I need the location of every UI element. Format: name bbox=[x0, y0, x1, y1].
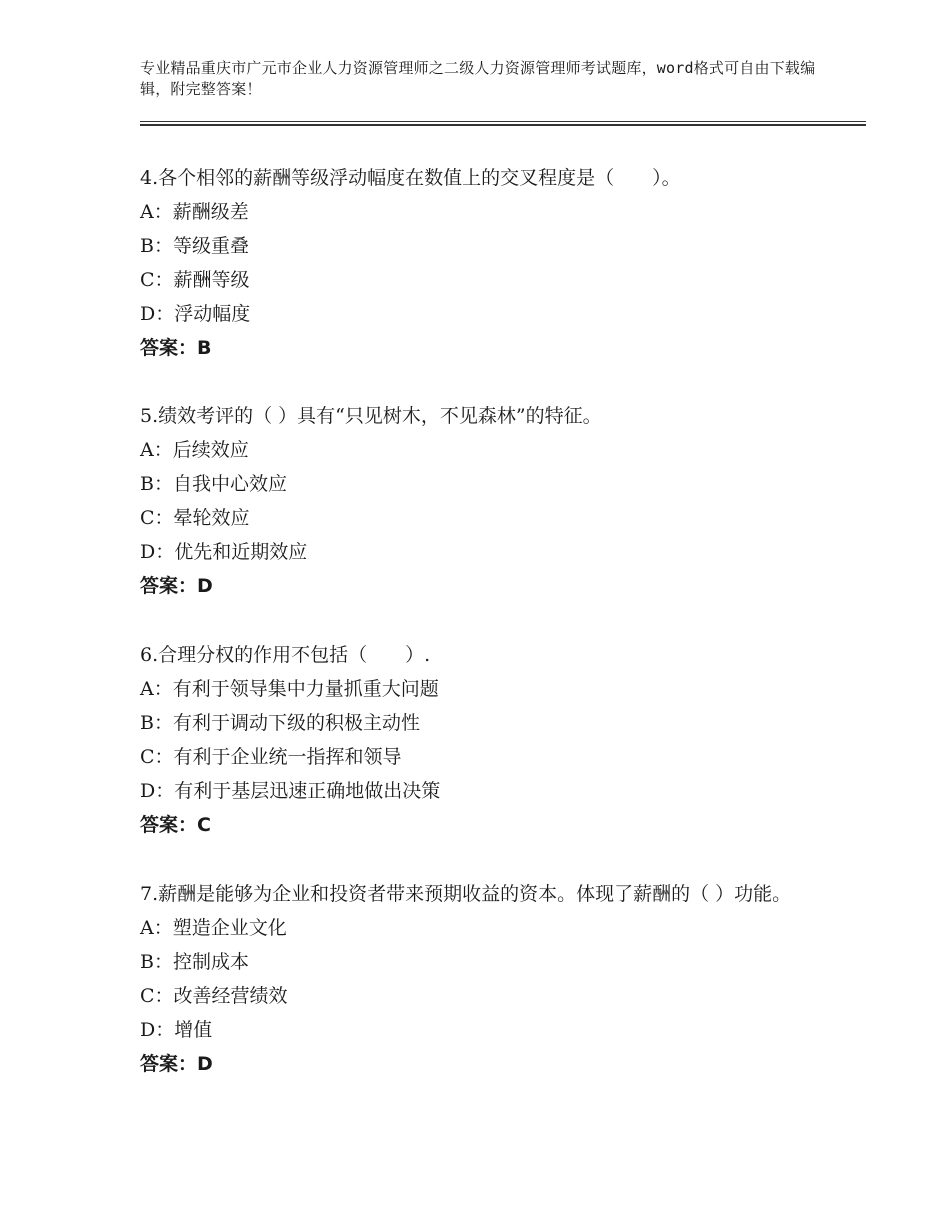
answer: 答案：B bbox=[140, 337, 212, 359]
header-title: 专业精品重庆市广元市企业人力资源管理师之二级人力资源管理师考试题库，word格式可自由下载编辑，附完整答案！ bbox=[140, 59, 816, 98]
question-stem: 7.薪酬是能够为企业和投资者带来预期收益的资本。体现了薪酬的（ ）功能。 bbox=[140, 883, 792, 905]
option-b: B：自我中心效应 bbox=[140, 473, 287, 495]
answer: 答案：D bbox=[140, 1053, 213, 1075]
question-stem: 4.各个相邻的薪酬等级浮动幅度在数值上的交叉程度是（ ）。 bbox=[140, 167, 681, 189]
answer: 答案：D bbox=[140, 575, 213, 597]
option-a: A：塑造企业文化 bbox=[140, 917, 287, 939]
option-a: A：薪酬级差 bbox=[140, 201, 249, 223]
answer: 答案：C bbox=[140, 814, 211, 836]
option-a: A：有利于领导集中力量抓重大问题 bbox=[140, 678, 439, 700]
document-header bbox=[140, 58, 830, 100]
option-a: A：后续效应 bbox=[140, 439, 249, 461]
option-c: C：改善经营绩效 bbox=[140, 985, 288, 1007]
question-5 bbox=[140, 399, 830, 603]
option-b: B：有利于调动下级的积极主动性 bbox=[140, 712, 420, 734]
option-b: B：等级重叠 bbox=[140, 235, 249, 257]
question-7 bbox=[140, 877, 830, 1081]
question-6 bbox=[140, 638, 830, 842]
option-d: D：有利于基层迅速正确地做出决策 bbox=[140, 780, 441, 802]
question-4 bbox=[140, 161, 830, 365]
question-stem: 6.合理分权的作用不包括（ ）. bbox=[140, 644, 431, 666]
option-d: D：优先和近期效应 bbox=[140, 541, 308, 563]
option-d: D：增值 bbox=[140, 1019, 213, 1041]
header-divider bbox=[140, 121, 866, 122]
option-c: C：薪酬等级 bbox=[140, 269, 250, 291]
option-c: C：有利于企业统一指挥和领导 bbox=[140, 746, 402, 768]
option-c: C：晕轮效应 bbox=[140, 507, 250, 529]
option-b: B：控制成本 bbox=[140, 951, 249, 973]
header-divider-thick bbox=[140, 124, 866, 126]
option-d: D：浮动幅度 bbox=[140, 303, 251, 325]
question-stem: 5.绩效考评的（ ）具有“只见树木，不见森林”的特征。 bbox=[140, 405, 602, 427]
